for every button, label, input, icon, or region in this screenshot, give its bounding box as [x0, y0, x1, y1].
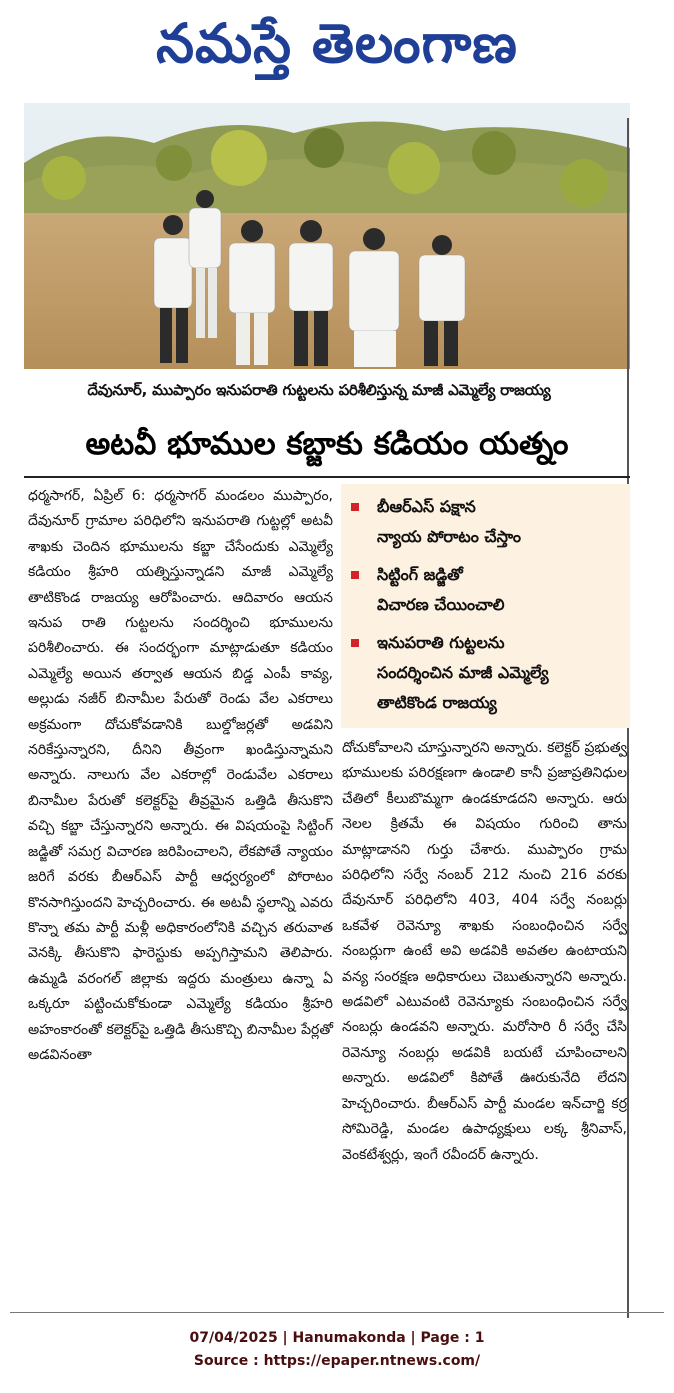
bullet-icon	[351, 571, 359, 579]
article-column-left: ధర్మసాగర్, ఏప్రిల్ 6: ధర్మసాగర్ మండలం ముప్పారం, దేవునూర్ గ్రామాల పరిధిలోని ఇనుపరాతి గుట్టల్లో అటవీ శాఖకు చెందిన భూములను కబ్జా చేసేందుకు ఎమ్మెల్యే కడియం శ్రీహరి యత్నిస్తున్నాడని మాజీ ఎమ్మెల్యే తాటికొండ రాజయ్య ఆరోపించారు. ఆదివారం ఆయన ఇనుప రాతి గుట్టలను సందర్శించి భూములను పరిశీలించారు. ఈ సందర్భంగా మాట్లాడుతూ కడియం ఎమ్మెల్యే అయిన తర్వాత ఆయన బిడ్డ ఎంపీ కావ్య, అల్లుడు నజీర్ బినామీల పేరుతో రెండు వేల ఎకరాలు అక్రమంగా దోచుకోవడానికి బుల్డోజర్లతో అడవిని నరికేస్తున్నారని, దీనిని తీవ్రంగా ఖండిస్తున్నామని అన్నారు. నాలుగు వేల ఎకరాల్లో రెండువేల ఎకరాలు బినామీల పేరుతో కలెక్టర్‌పై తీవ్రమైన ఒత్తిడి తీసుకొని వచ్చి కబ్జా చేస్తున్నారని అన్నారు. ఈ విషయంపై సిట్టింగ్ జడ్జితో సమగ్ర విచారణ జరిపించాలని, లేకపోతే న్యాయం జరిగే వరకు బీఆర్‌ఎస్ పార్టీ ఆధ్వర్యంలో పోరాటం కొనసాగిస్తుందని హెచ్చరించారు. ఈ అటవీ స్థలాన్ని ఎవరు కొన్నా తమ పార్టీ మళ్లీ అధికారంలోనికి వచ్చిన తరువాత వెనక్కి తీసుకొని ఫారెస్టుకు అప్పగిస్తామని తెలిపారు. ఉమ్మడి వరంగల్ జిల్లాకు ఇద్దరు మంత్రులు ఉన్నా ఏ ఒక్కరూ పట్టించుకోకుండా ఎమ్మెల్యే కడియం శ్రీహరి అహంకారంతో కలెక్టర్‌పై ఒత్తిడి తీసుకొచ్చి బినామీల పేర్లతో అడవినంతా	[28, 488, 333, 1063]
highlight-line: సిట్టింగ్ జడ్జితో	[377, 565, 463, 584]
footer-dateline: 07/04/2025 | Hanumakonda | Page : 1	[189, 1330, 485, 1346]
highlight-item	[355, 560, 615, 620]
highlights-box	[341, 484, 630, 728]
photo-illustration	[24, 103, 630, 369]
footer-rule	[10, 1312, 664, 1313]
headline-rule	[24, 476, 630, 478]
bullet-icon	[351, 503, 359, 511]
article-headline: అటవీ భూముల కబ్జాకు కడియం యత్నం	[85, 426, 569, 462]
footer-source: Source : https://epaper.ntnews.com/	[193, 1353, 481, 1369]
highlight-item	[355, 492, 615, 552]
highlight-line: తాటికొండ రాజయ్య	[377, 693, 497, 712]
masthead	[0, 8, 674, 78]
photo-caption: దేవునూర్, ముప్పారం ఇనుపరాతి గుట్టలను పరిశీలిస్తున్న మాజీ ఎమ్మెల్యే రాజయ్య	[87, 381, 551, 399]
highlight-item	[355, 628, 615, 718]
article-photo	[24, 103, 630, 369]
highlight-line: ఇనుపరాతి గుట్టలను	[377, 633, 505, 652]
masthead-title: నమస్తే తెలంగాణ	[156, 11, 518, 75]
highlight-line: సందర్శించిన మాజీ ఎమ్మెల్యే	[377, 663, 549, 682]
highlight-line: విచారణ చేయించాలి	[377, 595, 505, 614]
article-column-right: దోచుకోవాలని చూస్తున్నారని అన్నారు. కలెక్టర్ ప్రభుత్వ భూములకు పరిరక్షణగా ఉండాలి కానీ ప్రజాప్రతినిధుల చేతిలో కీలుబొమ్మగా ఉండకూడదని అన్నారు. ఆరు నెలల క్రితమే ఈ విషయం గురించి తాను మాట్లాడానని గుర్తు చేశారు. ముప్పారం గ్రామ పరిధిలోని సర్వే నంబర్ 212 నుంచి 216 వరకు దేవునూర్ పరిధిలోని 403, 404 సర్వే నంబర్లు ఒకవేళ రెవెన్యూ శాఖకు సంబంధించిన సర్వే నంబర్లుగా ఉంటే అవి అడవికి అవతల ఉంటాయని వన్య సంరక్షణ అధికారులు చెబుతున్నారని అన్నారు. అడవిలో ఎటువంటి రెవెన్యూకు సంబంధించిన సర్వే నంబర్లు ఉండవని అన్నారు. మరోసారి రీ సర్వే చేసి రెవెన్యూ నంబర్లు అడవికి బయటే చూపించాలని అన్నారు. అడవిలో కిపోతే ఊరుకునేది లేదని హెచ్చరించారు. బీఆర్‌ఎస్ పార్టీ మండల ఇన్‌చార్జి కర్ర సోమిరెడ్డి, మండల ఉపాధ్యక్షులు లక్క శ్రీనివాస్, వెంకటేశ్వర్లు, ఇంగే రవీందర్ ఉన్నారు.	[342, 740, 627, 1163]
highlight-line: బీఆర్‌ఎస్ పక్షాన	[377, 497, 476, 516]
bullet-icon	[351, 639, 359, 647]
highlight-line: న్యాయ పోరాటం చేస్తాం	[377, 527, 522, 546]
